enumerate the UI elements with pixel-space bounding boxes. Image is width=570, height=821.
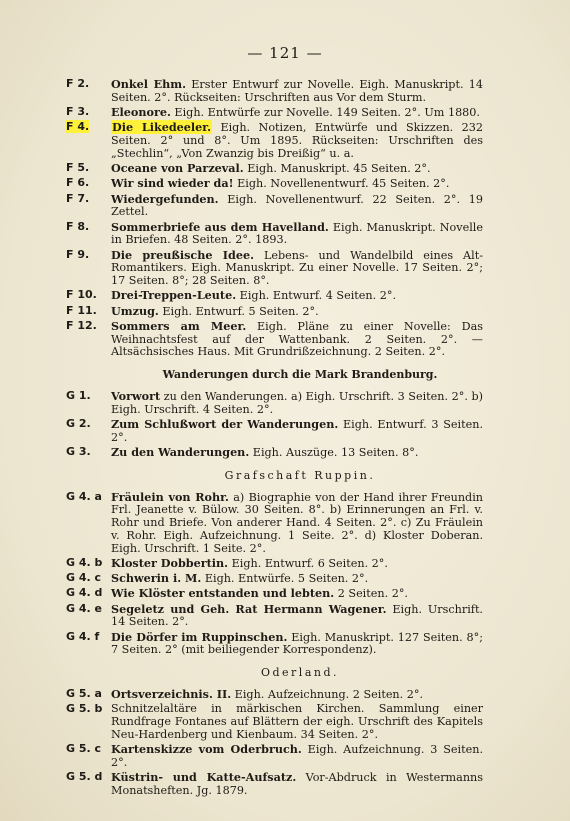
entry-title: Oceane von Parzeval. xyxy=(111,161,244,175)
entry-body xyxy=(111,743,483,769)
catalogue-entry xyxy=(0,177,570,191)
entry-code-text: G 4. a xyxy=(66,489,102,503)
entry-body xyxy=(111,688,483,702)
catalogue-entry xyxy=(0,491,570,556)
entry-body xyxy=(111,162,483,176)
entry-description: Eigh. Novellenentwurf. 22 Seiten. 2°. 19 Zettel. xyxy=(111,192,483,219)
entry-code xyxy=(66,249,106,262)
catalogue-entry xyxy=(0,390,570,416)
entry-body xyxy=(111,249,483,288)
catalogue-entry xyxy=(0,162,570,176)
catalogue-entry xyxy=(0,688,570,702)
entry-code-text: G 4. f xyxy=(66,629,100,643)
entry-title: Kartenskizze vom Oderbruch. xyxy=(111,742,302,757)
entry-title: Die Dörfer im Ruppinschen. xyxy=(111,629,288,644)
entry-code-text: G 2. xyxy=(66,417,91,430)
entry-code xyxy=(66,78,106,91)
entry-description: Lebens- und Wandelbild eines Alt-Romantikers. Eigh. Manuskript. Zu einer Novelle. 17 Seiten. 2°; 17 Seiten. 8°; 28 Seiten. 8°. xyxy=(111,248,483,287)
entry-body xyxy=(111,771,483,797)
entry-description: Eigh. Manuskript. 45 Seiten. 2°. xyxy=(243,162,431,175)
catalogue-entry xyxy=(0,446,570,460)
entry-code-text: G 5. d xyxy=(66,770,103,784)
catalogue-entry xyxy=(0,572,570,586)
section-heading: Oderland. xyxy=(260,666,340,680)
entry-title: Vorwort xyxy=(111,389,161,403)
entry-title: Zu den Wanderungen. xyxy=(111,445,250,459)
entry-code xyxy=(66,603,106,616)
entry-code xyxy=(66,446,106,459)
entry-code-text: F 6. xyxy=(66,176,90,190)
catalogue-entry xyxy=(0,631,570,657)
entry-description: Eigh. Entwurf. 3 Seiten. 2°. xyxy=(111,418,484,444)
entry-body xyxy=(111,177,483,191)
entry-code-text: F 5. xyxy=(66,161,90,174)
entry-description: Eigh. Notizen, Entwürfe und Skizzen. 232 Seiten. 2° und 8°. Um 1895. Rückseiten: Urschriften des „Stechlin“, „Von Zwanzig bis Dreißig“ u. a. xyxy=(111,121,483,160)
entry-title: Wie Klöster entstanden und lebten. xyxy=(111,586,335,601)
entry-title: Sommerbriefe aus dem Havelland. xyxy=(111,219,329,234)
entry-code xyxy=(66,418,106,431)
entry-code-text: F 3. xyxy=(66,105,90,118)
entry-description: Erster Entwurf zur Novelle. Eigh. Manuskript. 14 Seiten. 2°. Rückseiten: Urschriften aus Vor dem Sturm. xyxy=(111,78,483,104)
entry-body xyxy=(111,193,483,219)
section-heading: Grafschaft Ruppin. xyxy=(224,468,376,482)
entry-description: Schnitzelaltäre in märkischen Kirchen. Sammlung einer Rundfrage Fontanes auf Blättern der eigh. Urschrift des Kapitels Neu-Hardenberg und Kienbaum. 34 Seiten. 2°. xyxy=(111,702,483,741)
entry-body xyxy=(111,572,483,586)
catalogue-entry xyxy=(0,703,570,741)
entry-title: Ortsverzeichnis. II. xyxy=(111,687,232,702)
entry-description: Eigh. Novellenentwurf. 45 Seiten. 2°. xyxy=(233,177,450,191)
entry-body xyxy=(111,390,483,416)
catalogue-entry xyxy=(0,418,570,444)
entry-code-text: F 7. xyxy=(66,191,90,205)
entry-code xyxy=(66,390,106,403)
entry-code-text: F 11. xyxy=(66,303,97,317)
entry-code xyxy=(66,688,106,701)
entry-code-text: F 2. xyxy=(66,77,90,90)
entry-code-text: F 10. xyxy=(66,288,97,302)
entry-code xyxy=(66,221,106,234)
catalogue-entry xyxy=(0,743,570,769)
entry-body xyxy=(111,78,483,104)
entry-body xyxy=(111,106,483,120)
entry-description: Eigh. Entwurf. 6 Seiten. 2°. xyxy=(228,556,388,570)
entry-code xyxy=(66,703,106,716)
entry-code-text: G 4. d xyxy=(66,586,103,600)
catalogue-entry xyxy=(0,193,570,219)
entry-description: zu den Wanderungen. a) Eigh. Urschrift. 3 Seiten. 2°. b) Eigh. Urschrift. 4 Seiten. 2°. xyxy=(111,390,483,416)
entry-body xyxy=(111,557,483,571)
entry-title: Fräulein von Rohr. xyxy=(111,489,229,504)
catalogue-entries xyxy=(0,78,570,799)
entry-code-text: G 5. b xyxy=(66,702,103,716)
entry-title: Wiedergefunden. xyxy=(111,191,219,206)
section-heading: Wanderungen durch die Mark Brandenburg. xyxy=(162,368,438,381)
page-number: — 121 — xyxy=(247,44,323,62)
entry-title: Wir sind wieder da! xyxy=(111,176,234,191)
entry-code xyxy=(66,572,106,585)
entry-body xyxy=(111,446,483,460)
entry-code-text: G 4. b xyxy=(66,555,103,569)
entry-code-text: G 4. e xyxy=(66,601,102,615)
entry-body xyxy=(111,418,483,444)
entry-title: Küstrin- und Katte-Aufsatz. xyxy=(111,770,297,785)
entry-description: Eigh. Entwürfe zur Novelle. 149 Seiten. 2°. Um 1880. xyxy=(170,106,480,119)
entry-code-text: F 4. xyxy=(66,120,90,134)
entry-body xyxy=(111,703,483,741)
catalogue-entry xyxy=(0,603,570,629)
entry-description: Eigh. Entwurf. 4 Seiten. 2°. xyxy=(236,289,396,303)
entry-title: Die preußische Idee. xyxy=(111,247,254,262)
catalogue-entry xyxy=(0,221,570,247)
entry-code xyxy=(66,177,106,190)
entry-body xyxy=(111,603,483,629)
entry-description: a) Biographie von der Hand ihrer Freundin Frl. Jeanette v. Bülow. 30 Seiten. 8°. b) Erinnerungen an Frl. v. Rohr und Briefe. Von anderer Hand. 4 Seiten. 2°. c) Zu Fräulein v. Rohr. Eigh. Aufzeichnung. 1 Seite. 2°. d) Kloster Doberan. Eigh. Urschrift. 1 Seite. 2°. xyxy=(111,490,484,555)
catalogue-entry xyxy=(0,289,570,303)
entry-description: Eigh. Manuskript. 127 Seiten. 8°; 7 Seiten. 2° (mit beiliegender Korrespondenz). xyxy=(111,630,483,657)
entry-code-text: F 12. xyxy=(66,318,97,332)
entry-code xyxy=(66,193,106,206)
entry-code xyxy=(66,162,106,175)
entry-title: Umzug. xyxy=(111,303,159,318)
entry-code xyxy=(66,305,106,318)
entry-code-text: F 8. xyxy=(66,219,90,233)
entry-description: Vor-Abdruck in Westermanns Monatsheften. Jg. 1879. xyxy=(111,771,483,797)
entry-code xyxy=(66,121,106,134)
entry-code xyxy=(66,106,106,119)
entry-title: Die Likedeeler. xyxy=(112,120,212,135)
entry-description: Eigh. Pläne zu einer Novelle: Das Weihnachtsfest auf der Wattenbank. 2 Seiten. 2°. — Altsächsisches Haus. Mit Grundrißzeichnung. 2 Seiten. 2°. xyxy=(111,319,483,359)
entry-description: Eigh. Aufzeichnung. 2 Seiten. 2°. xyxy=(231,688,424,702)
entry-code xyxy=(66,320,106,333)
entry-code xyxy=(66,743,106,756)
entry-body xyxy=(111,305,483,319)
entry-description: Eigh. Urschrift. 14 Seiten. 2°. xyxy=(111,602,483,629)
entry-title: Sommers am Meer. xyxy=(111,318,247,333)
entry-code-text: F 9. xyxy=(66,247,90,261)
entry-title: Schwerin i. M. xyxy=(111,571,202,586)
entry-code xyxy=(66,557,106,570)
entry-description: Eigh. Entwürfe. 5 Seiten. 2°. xyxy=(201,572,369,586)
entry-code xyxy=(66,587,106,600)
entry-title: Eleonore. xyxy=(111,105,171,119)
entry-title: Segeletz und Geh. Rat Hermann Wagener. xyxy=(111,601,387,616)
entry-code-text: G 5. c xyxy=(66,742,102,756)
entry-body xyxy=(111,631,483,657)
entry-code-text: G 5. a xyxy=(66,687,102,701)
entry-code xyxy=(66,771,106,784)
catalogue-entry xyxy=(0,121,570,160)
entry-title: Kloster Dobbertin. xyxy=(111,555,229,570)
entry-code-text: G 4. c xyxy=(66,571,102,585)
entry-code-text: G 3. xyxy=(66,445,91,458)
entry-title: Onkel Ehm. xyxy=(111,77,186,91)
entry-code-text: G 1. xyxy=(66,389,91,402)
catalogue-entry xyxy=(0,305,570,319)
entry-description: Eigh. Auszüge. 13 Seiten. 8°. xyxy=(249,446,419,459)
entry-body xyxy=(111,221,483,247)
entry-title: Drei-Treppen-Leute. xyxy=(111,288,237,303)
catalogue-entry xyxy=(0,320,570,359)
catalogue-entry xyxy=(0,557,570,571)
entry-body xyxy=(111,320,483,359)
entry-body xyxy=(111,587,483,601)
entry-code xyxy=(66,631,106,644)
entry-description: Eigh. Aufzeichnung. 3 Seiten. 2°. xyxy=(111,743,483,769)
entry-body xyxy=(111,491,483,556)
catalogue-entry xyxy=(0,249,570,288)
catalogue-entry xyxy=(0,78,570,104)
catalogue-entry xyxy=(0,771,570,797)
entry-description: 2 Seiten. 2°. xyxy=(334,587,408,601)
entry-body xyxy=(111,289,483,303)
catalogue-entry xyxy=(0,106,570,120)
entry-code xyxy=(66,491,106,504)
entry-code xyxy=(66,289,106,302)
entry-description: Eigh. Entwurf. 5 Seiten. 2°. xyxy=(158,304,319,318)
catalogue-entry xyxy=(0,587,570,601)
entry-title: Zum Schlußwort der Wanderungen. xyxy=(111,417,339,431)
entry-body xyxy=(111,121,483,160)
entry-description: Eigh. Manuskript. Novelle in Briefen. 48 Seiten. 2°. 1893. xyxy=(111,220,483,247)
